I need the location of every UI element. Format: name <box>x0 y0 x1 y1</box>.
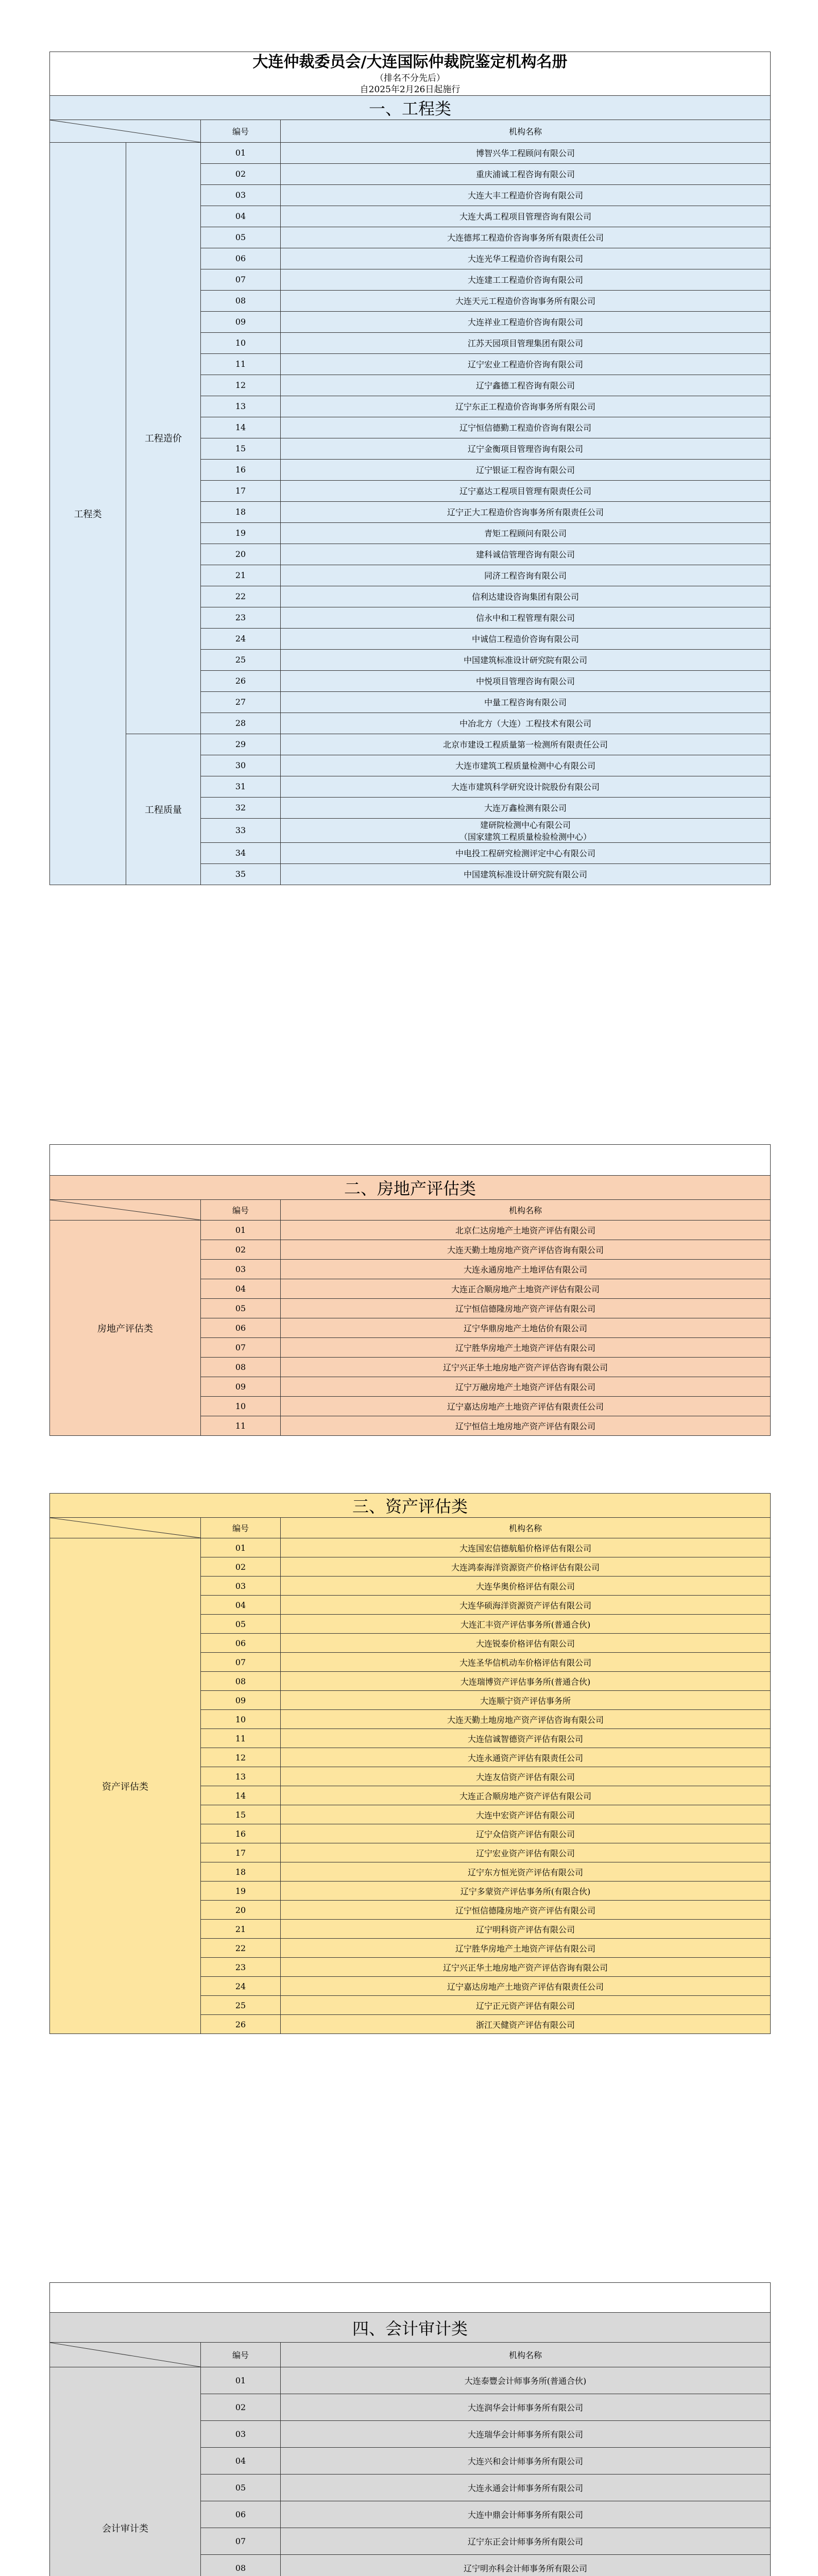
institution-name: 中国建筑标准设计研究院有限公司 <box>281 649 771 670</box>
row-number: 08 <box>201 1358 281 1377</box>
column-header-number: 编号 <box>201 1518 281 1538</box>
institution-name: 辽宁恒信德勤工程造价咨询有限公司 <box>281 417 771 438</box>
row-number: 17 <box>201 1843 281 1862</box>
row-number: 18 <box>201 1862 281 1882</box>
institution-name: 中诚信工程造价咨询有限公司 <box>281 628 771 649</box>
row-number: 22 <box>201 586 281 607</box>
row-number: 24 <box>201 628 281 649</box>
institution-name: 大连大禹工程项目管理咨询有限公司 <box>281 206 771 227</box>
institution-name: 辽宁嘉达工程项目管理有限责任公司 <box>281 480 771 501</box>
row-number: 03 <box>201 1260 281 1279</box>
institution-name: 江苏天园项目管理集团有限公司 <box>281 332 771 353</box>
institution-name: 大连兴和会计师事务所有限公司 <box>281 2448 771 2475</box>
institution-name: 大连汇丰资产评估事务所(普通合伙) <box>281 1615 771 1634</box>
institution-name: 辽宁兴正华土地房地产资产评估咨询有限公司 <box>281 1358 771 1377</box>
row-number: 05 <box>201 227 281 248</box>
institution-name: 大连市建筑工程质量检测中心有限公司 <box>281 755 771 776</box>
row-number: 21 <box>201 1920 281 1939</box>
institution-name: 大连华奥价格评估有限公司 <box>281 1577 771 1596</box>
institution-name: 大连天元工程造价咨询事务所有限公司 <box>281 290 771 311</box>
institution-name: 辽宁正元资产评估有限公司 <box>281 1996 771 2015</box>
row-number: 31 <box>201 776 281 797</box>
institution-name: 大连华硕海洋资源资产评估有限公司 <box>281 1596 771 1615</box>
institution-name: 大连顺宁资产评估事务所 <box>281 1691 771 1710</box>
header-corner <box>50 2343 201 2367</box>
row-number: 01 <box>201 1221 281 1240</box>
row-number: 25 <box>201 649 281 670</box>
row-number: 29 <box>201 734 281 755</box>
row-number: 04 <box>201 1279 281 1299</box>
institution-name: 辽宁胜华房地产土地资产评估有限公司 <box>281 1338 771 1358</box>
institution-name: 辽宁华鼎房地产土地估价有限公司 <box>281 1318 771 1338</box>
section-title: 二、房地产评估类 <box>50 1176 771 1200</box>
institution-name: 辽宁恒信德隆房地产资产评估有限公司 <box>281 1901 771 1920</box>
institution-name: 浙江天健资产评估有限公司 <box>281 2015 771 2034</box>
row-number: 01 <box>201 1538 281 1557</box>
row-number: 32 <box>201 797 281 818</box>
row-number: 15 <box>201 1805 281 1824</box>
section-spacer <box>50 2283 771 2313</box>
row-number: 06 <box>201 1634 281 1653</box>
row-number: 16 <box>201 459 281 480</box>
row-number: 05 <box>201 1299 281 1318</box>
table-row <box>50 1221 771 1240</box>
row-number: 13 <box>201 1767 281 1786</box>
row-number: 10 <box>201 1397 281 1416</box>
row-number: 08 <box>201 2555 281 2576</box>
institution-name: 重庆浦诚工程咨询有限公司 <box>281 163 771 184</box>
institution-name: 中量工程咨询有限公司 <box>281 691 771 713</box>
institution-name: 大连鸿泰海洋资源资产价格评估有限公司 <box>281 1557 771 1577</box>
row-number: 05 <box>201 1615 281 1634</box>
institution-name: 中悦项目管理咨询有限公司 <box>281 670 771 691</box>
institution-name: 大连润华会计师事务所有限公司 <box>281 2394 771 2421</box>
table-row <box>50 1538 771 1557</box>
institution-name: 大连光华工程造价咨询有限公司 <box>281 248 771 269</box>
institution-name: 青矩工程顾问有限公司 <box>281 522 771 544</box>
institution-name: 辽宁众信资产评估有限公司 <box>281 1824 771 1843</box>
column-header-number: 编号 <box>201 120 281 142</box>
row-number: 09 <box>201 311 281 332</box>
institution-name: 大连瑞博资产评估事务所(普通合伙) <box>281 1672 771 1691</box>
institution-name: 建研院检测中心有限公司 （国家建筑工程质量检验检测中心） <box>281 818 771 842</box>
row-number: 04 <box>201 2448 281 2475</box>
row-number: 05 <box>201 2475 281 2501</box>
institution-name: 大连天勤土地房地产资产评估咨询有限公司 <box>281 1710 771 1729</box>
institution-name: 中冶北方（大连）工程技术有限公司 <box>281 713 771 734</box>
institution-name: 大连中鼎会计师事务所有限公司 <box>281 2501 771 2528</box>
document-title: 大连仲裁委员会/大连国际仲裁院鉴定机构名册 <box>50 52 771 73</box>
row-number: 02 <box>201 163 281 184</box>
institution-name: 辽宁恒信德隆房地产资产评估有限公司 <box>281 1299 771 1318</box>
institution-name: 同济工程咨询有限公司 <box>281 565 771 586</box>
section-title: 三、资产评估类 <box>50 1494 771 1518</box>
institution-name: 辽宁万融房地产土地资产评估有限公司 <box>281 1377 771 1397</box>
row-number: 33 <box>201 818 281 842</box>
engineering-table <box>49 52 771 885</box>
category-label: 房地产评估类 <box>50 1221 201 1436</box>
institution-name: 大连永通房地产土地评估有限公司 <box>281 1260 771 1279</box>
institution-name: 北京仁达房地产土地资产评估有限公司 <box>281 1221 771 1240</box>
row-number: 02 <box>201 2394 281 2421</box>
section-title: 四、会计审计类 <box>50 2313 771 2343</box>
subcategory-label: 工程造价 <box>126 142 201 734</box>
row-number: 20 <box>201 1901 281 1920</box>
row-number: 11 <box>201 353 281 375</box>
institution-name: 大连泰豐会计师事务所(普通合伙) <box>281 2367 771 2394</box>
institution-name: 辽宁银证工程咨询有限公司 <box>281 459 771 480</box>
institution-name: 大连国宏信德航船价格评估有限公司 <box>281 1538 771 1557</box>
institution-name: 北京市建设工程质量第一检测所有限责任公司 <box>281 734 771 755</box>
institution-name: 辽宁东正会计师事务所有限公司 <box>281 2528 771 2555</box>
row-number: 04 <box>201 1596 281 1615</box>
header-corner <box>50 1518 201 1538</box>
institution-name: 博智兴华工程顾问有限公司 <box>281 142 771 163</box>
row-number: 07 <box>201 1338 281 1358</box>
row-number: 03 <box>201 184 281 206</box>
document-subtitle-1: （排名不分先后） <box>50 73 771 84</box>
category-label: 会计审计类 <box>50 2367 201 2576</box>
row-number: 18 <box>201 501 281 522</box>
institution-name: 中电投工程研究检测评定中心有限公司 <box>281 842 771 863</box>
row-number: 08 <box>201 1672 281 1691</box>
institution-name: 辽宁正大工程造价咨询事务所有限责任公司 <box>281 501 771 522</box>
institution-name: 大连正合顺房地产资产评估有限公司 <box>281 1786 771 1805</box>
real-estate-table <box>49 1144 771 1436</box>
institution-name: 中国建筑标准设计研究院有限公司 <box>281 863 771 885</box>
row-number: 19 <box>201 522 281 544</box>
row-number: 07 <box>201 269 281 290</box>
institution-name: 大连德邦工程造价咨询事务所有限责任公司 <box>281 227 771 248</box>
institution-name: 辽宁兴正华土地房地产资产评估咨询有限公司 <box>281 1958 771 1977</box>
institution-name: 大连万鑫检测有限公司 <box>281 797 771 818</box>
institution-name: 大连建工工程造价咨询有限公司 <box>281 269 771 290</box>
row-number: 03 <box>201 1577 281 1596</box>
institution-name: 辽宁明亦科会计师事务所有限公司 <box>281 2555 771 2576</box>
institution-name: 大连祥业工程造价咨询有限公司 <box>281 311 771 332</box>
institution-name: 辽宁鑫德工程咨询有限公司 <box>281 375 771 396</box>
row-number: 03 <box>201 2421 281 2448</box>
header-corner <box>50 1200 201 1221</box>
institution-name: 建科诚信管理咨询有限公司 <box>281 544 771 565</box>
institution-name: 大连中宏资产评估有限公司 <box>281 1805 771 1824</box>
document-subtitle-2: 自2025年2月26日起施行 <box>50 84 771 95</box>
row-number: 26 <box>201 670 281 691</box>
institution-name: 大连天勤土地房地产资产评估咨询有限公司 <box>281 1240 771 1260</box>
row-number: 30 <box>201 755 281 776</box>
row-number: 10 <box>201 1710 281 1729</box>
row-number: 07 <box>201 2528 281 2555</box>
row-number: 26 <box>201 2015 281 2034</box>
institution-name: 辽宁东方恒光资产评估有限公司 <box>281 1862 771 1882</box>
row-number: 28 <box>201 713 281 734</box>
row-number: 25 <box>201 1996 281 2015</box>
institution-name: 辽宁宏业资产评估有限公司 <box>281 1843 771 1862</box>
row-number: 09 <box>201 1377 281 1397</box>
row-number: 06 <box>201 2501 281 2528</box>
row-number: 07 <box>201 1653 281 1672</box>
row-number: 22 <box>201 1939 281 1958</box>
subcategory-label: 工程质量 <box>126 734 201 885</box>
row-number: 11 <box>201 1729 281 1748</box>
header-corner <box>50 120 201 142</box>
row-number: 01 <box>201 142 281 163</box>
institution-name: 大连正合顺房地产土地资产评估有限公司 <box>281 1279 771 1299</box>
institution-name: 辽宁金衡项目管理咨询有限公司 <box>281 438 771 459</box>
column-header-name: 机构名称 <box>281 2343 771 2367</box>
institution-name: 辽宁嘉达房地产土地资产评估有限责任公司 <box>281 1397 771 1416</box>
row-number: 12 <box>201 1748 281 1767</box>
row-number: 10 <box>201 332 281 353</box>
institution-name: 辽宁东正工程造价咨询事务所有限公司 <box>281 396 771 417</box>
row-number: 21 <box>201 565 281 586</box>
row-number: 19 <box>201 1882 281 1901</box>
row-number: 14 <box>201 417 281 438</box>
institution-name: 大连锐泰价格评估有限公司 <box>281 1634 771 1653</box>
row-number: 06 <box>201 248 281 269</box>
row-number: 17 <box>201 480 281 501</box>
institution-name: 信利达建设咨询集团有限公司 <box>281 586 771 607</box>
table-row <box>50 2367 771 2394</box>
table-row <box>50 734 771 755</box>
row-number: 14 <box>201 1786 281 1805</box>
asset-table <box>49 1493 771 2034</box>
row-number: 16 <box>201 1824 281 1843</box>
column-header-number: 编号 <box>201 1200 281 1221</box>
institution-name: 辽宁胜华房地产土地资产评估有限公司 <box>281 1939 771 1958</box>
institution-name: 辽宁嘉达房地产土地资产评估有限责任公司 <box>281 1977 771 1996</box>
category-label: 工程类 <box>50 142 126 885</box>
institution-name: 大连大丰工程造价咨询有限公司 <box>281 184 771 206</box>
row-number: 11 <box>201 1416 281 1436</box>
table-row <box>50 142 771 163</box>
row-number: 01 <box>201 2367 281 2394</box>
row-number: 23 <box>201 1958 281 1977</box>
institution-name: 大连瑞华会计师事务所有限公司 <box>281 2421 771 2448</box>
institution-name: 辽宁明科资产评估有限公司 <box>281 1920 771 1939</box>
row-number: 20 <box>201 544 281 565</box>
row-number: 13 <box>201 396 281 417</box>
row-number: 12 <box>201 375 281 396</box>
row-number: 34 <box>201 842 281 863</box>
institution-name: 大连永通会计师事务所有限公司 <box>281 2475 771 2501</box>
institution-name: 辽宁多蒙资产评估事务所(有限合伙) <box>281 1882 771 1901</box>
row-number: 04 <box>201 206 281 227</box>
row-number: 27 <box>201 691 281 713</box>
column-header-number: 编号 <box>201 2343 281 2367</box>
section-title: 一、工程类 <box>50 95 771 120</box>
row-number: 15 <box>201 438 281 459</box>
institution-name: 信永中和工程管理有限公司 <box>281 607 771 628</box>
row-number: 09 <box>201 1691 281 1710</box>
section-spacer <box>50 1145 771 1176</box>
row-number: 02 <box>201 1240 281 1260</box>
row-number: 02 <box>201 1557 281 1577</box>
category-label: 资产评估类 <box>50 1538 201 2034</box>
institution-name: 大连圣华信机动车价格评估有限公司 <box>281 1653 771 1672</box>
row-number: 35 <box>201 863 281 885</box>
column-header-name: 机构名称 <box>281 120 771 142</box>
institution-name: 大连友信资产评估有限公司 <box>281 1767 771 1786</box>
column-header-name: 机构名称 <box>281 1518 771 1538</box>
audit-table <box>49 2282 771 2576</box>
institution-name: 大连永通资产评估有限责任公司 <box>281 1748 771 1767</box>
institution-name: 大连市建筑科学研究设计院股份有限公司 <box>281 776 771 797</box>
row-number: 08 <box>201 290 281 311</box>
column-header-name: 机构名称 <box>281 1200 771 1221</box>
institution-name: 大连信诚智德资产评估有限公司 <box>281 1729 771 1748</box>
row-number: 06 <box>201 1318 281 1338</box>
institution-name: 辽宁恒信土地房地产资产评估有限公司 <box>281 1416 771 1436</box>
institution-name: 辽宁宏业工程造价咨询有限公司 <box>281 353 771 375</box>
row-number: 23 <box>201 607 281 628</box>
row-number: 24 <box>201 1977 281 1996</box>
